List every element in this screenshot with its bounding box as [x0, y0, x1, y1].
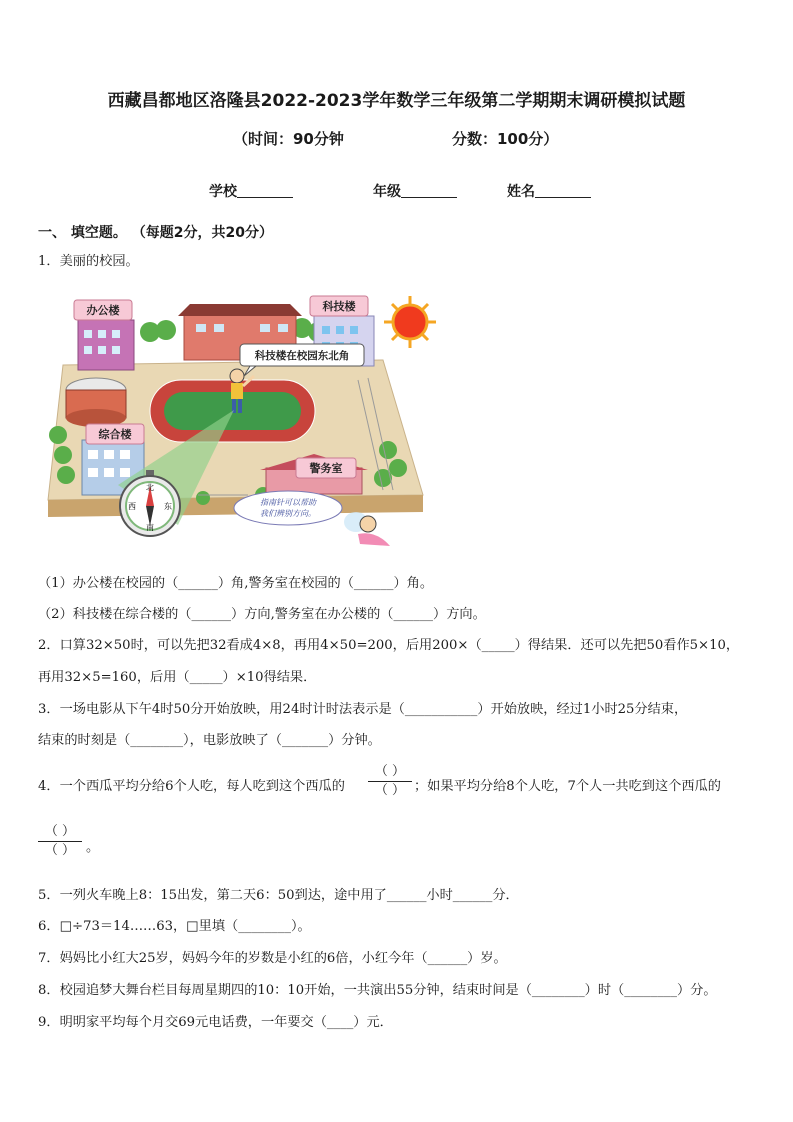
question-1-part-1: （1）办公楼在校园的（______）角,警务室在校园的（______）角。: [38, 576, 434, 591]
campus-illustration: [38, 290, 438, 560]
grade-label: 年级: [373, 184, 401, 200]
name-label: 姓名: [507, 184, 535, 200]
question-2-line-2: 再用32×5=160，后用（_____）×10得结果．: [38, 670, 317, 685]
compass-west-label: 西: [128, 502, 136, 511]
fraction-1: [368, 763, 412, 800]
grade-field: [373, 181, 457, 201]
grade-blank[interactable]: [401, 183, 457, 198]
section-heading: 一、 填空题。 （每题2分，共20分）: [38, 225, 273, 241]
page-title: 西藏昌都地区洛隆县2022-2023学年数学三年级第二学期期末调研模拟试题: [107, 91, 686, 111]
office-label: 办公楼: [86, 304, 120, 317]
fraction-2-numerator[interactable]: （ ）: [44, 824, 76, 839]
compass-north-label: 北: [146, 483, 154, 492]
complex-label: 综合楼: [98, 428, 132, 441]
question-2-line-1: 2．口算32×50时，可以先把32看成4×8，再用4×50=200，后用200×（_____）得结果．还可以先把50看作5×10，: [38, 638, 740, 653]
tip-bubble: [234, 491, 342, 525]
question-9: 9．明明家平均每个月交69元电话费，一年要交（____）元．: [38, 1015, 393, 1030]
exam-time: （时间：90分钟: [233, 130, 344, 148]
sun-icon: [384, 296, 436, 348]
question-1-part-2: （2）科技楼在综合楼的（______）方向,警务室在办公楼的（______）方向。: [38, 607, 486, 622]
tip-text-2: 我们辨别方向。: [260, 509, 316, 518]
question-8: 8．校园追梦大舞台栏目每周星期四的10：10开始，一共演出55分钟，结束时间是（________）时（________）分。: [38, 983, 717, 998]
speech-text: 科技楼在校园东北角: [254, 350, 350, 362]
school-field: [209, 181, 293, 201]
question-4-part-b: ；如果平均分给8个人吃，7个人一共吃到这个西瓜的: [414, 779, 721, 794]
tip-text-1: 指南针可以帮助: [260, 498, 316, 507]
fraction-1-numerator[interactable]: （ ）: [374, 764, 406, 779]
school-blank[interactable]: [237, 183, 293, 198]
question-3-line-1: 3．一场电影从下午4时50分开始放映，用24时计时法表示是（___________）开始放映，经过1小时25分结束，: [38, 702, 688, 717]
compass-south-label: 南: [146, 523, 154, 532]
round-building: [66, 378, 126, 427]
question-4-end: 。: [86, 840, 100, 855]
fraction-2-denominator[interactable]: （ ）: [44, 843, 76, 858]
school-label: 学校: [209, 184, 237, 200]
question-3-line-2: 结束的时刻是（________），电影放映了（_______）分钟。: [38, 733, 381, 748]
exam-score: 分数：100分）: [452, 130, 559, 148]
name-blank[interactable]: [535, 183, 591, 198]
fairy-figure: [344, 512, 390, 546]
police-label: 警务室: [309, 462, 343, 475]
fraction-1-denominator[interactable]: （ ）: [374, 783, 406, 798]
question-5: 5．一列火车晚上8：15出发，第二天6：50到达，途中用了______小时______分．: [38, 888, 519, 903]
tech-label: 科技楼: [322, 300, 356, 313]
office-building: [78, 320, 134, 370]
name-field: [507, 181, 591, 201]
compass-east-label: 东: [164, 502, 172, 511]
question-6: 6．□÷73＝14……63，□里填（________）。: [38, 919, 311, 934]
fraction-2: [38, 823, 82, 860]
question-4-part-a: 4．一个西瓜平均分给6个人吃，每人吃到这个西瓜的: [38, 779, 345, 794]
question-1: 1．美丽的校园。: [38, 254, 139, 269]
question-7: 7．妈妈比小红大25岁，妈妈今年的岁数是小红的6倍，小红今年（______）岁。: [38, 951, 507, 966]
